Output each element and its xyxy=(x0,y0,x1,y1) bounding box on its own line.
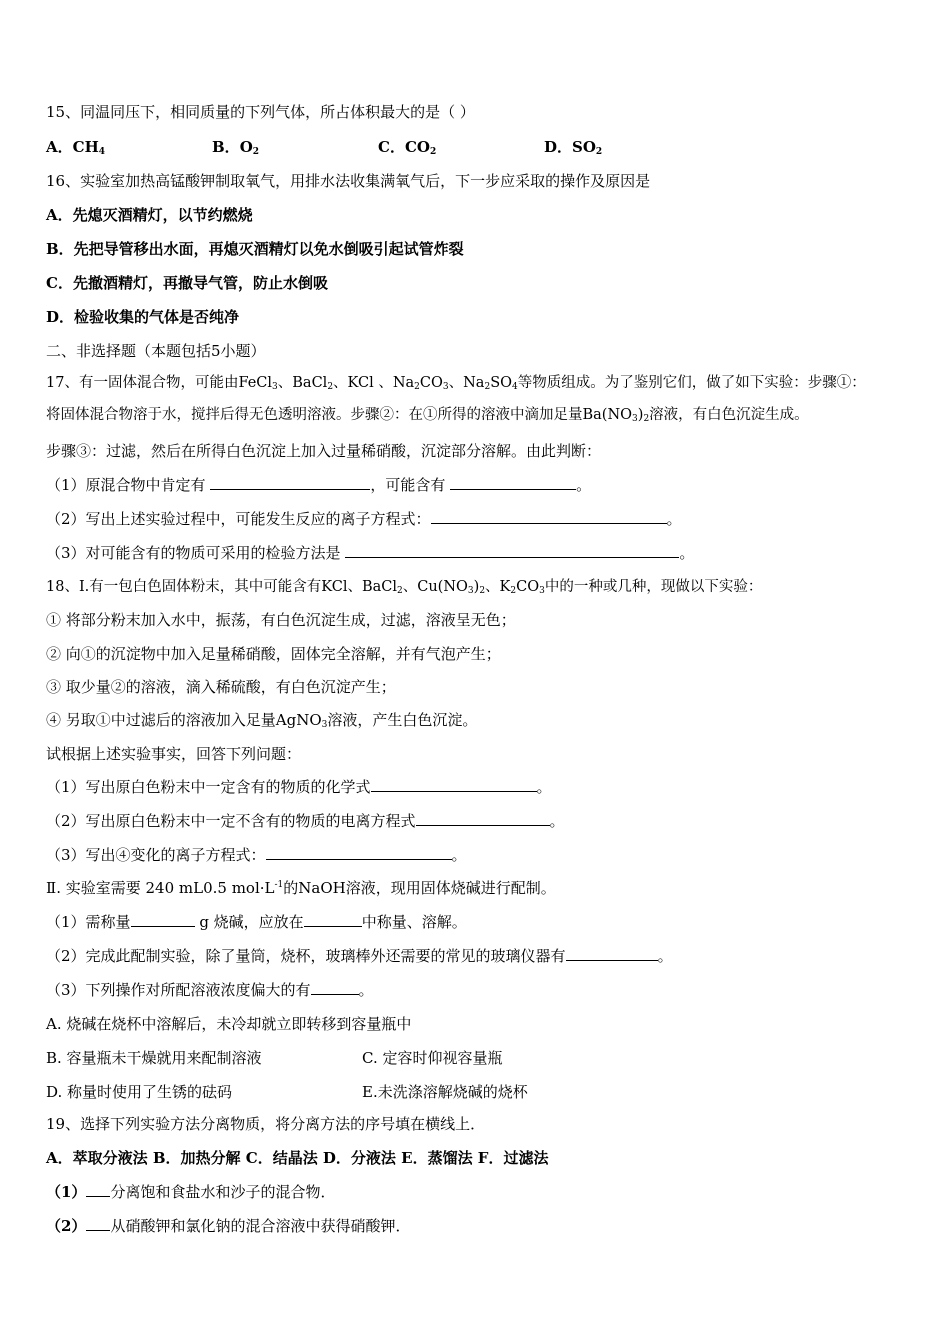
q18-stem: 18、Ⅰ.有一包白色固体粉末，其中可能含有KCl、BaCl$_2$、$Cu(NO_3)_2$、$K_2CO_3$中的一种或几种，现做以下实验： xyxy=(46,579,763,596)
q18-ii-part1: （1）需称量 g 烧碱，应放在 中称量、溶解。 xyxy=(46,913,467,931)
q17-part2-blank[interactable] xyxy=(431,509,667,524)
q18-part2-blank[interactable] xyxy=(416,811,550,826)
q19-part2-blank[interactable] xyxy=(86,1216,110,1231)
q16-option-a: A．先熄灭酒精灯，以节约燃烧 xyxy=(46,206,253,224)
q18-option-e: E.未洗涤溶解烧碱的烧杯 xyxy=(362,1083,528,1101)
section-heading: 二、非选择题（本题包括5小题） xyxy=(46,342,266,360)
q15-option-d: D．$SO_2$ xyxy=(544,138,603,157)
q18-part1: （1）写出原白色粉末中一定含有的物质的化学式 。 xyxy=(46,778,552,796)
q19-part1-blank[interactable] xyxy=(86,1182,110,1197)
q17-stem-line2: 将固体混合物溶于水，搅拌后得无色透明溶液。步骤②：在①所得的溶液中滴加足量$Ba(NO_3)_2$溶液，有白色沉淀生成。 xyxy=(46,407,809,424)
q18-ii-part3-blank[interactable] xyxy=(311,980,359,995)
q18-ii-part1-blank1[interactable] xyxy=(131,912,195,927)
q17-part3: （3）对可能含有的物质可采用的检验方法是 。 xyxy=(46,544,695,562)
q16-option-b: B．先把导管移出水面，再熄灭酒精灯以免水倒吸引起试管炸裂 xyxy=(46,240,464,258)
q19-stem: 19、选择下列实验方法分离物质，将分离方法的序号填在横线上． xyxy=(46,1115,486,1133)
q18-step1: ① 将部分粉末加入水中，振荡，有白色沉淀生成，过滤，溶液呈无色； xyxy=(46,611,516,629)
q18-option-c: C. 定容时仰视容量瓶 xyxy=(362,1049,503,1067)
q15-option-c: C．$CO_2$ xyxy=(378,138,437,157)
q18-part2: （2）写出原白色粉末中一定不含有的物质的电离方程式 。 xyxy=(46,812,565,830)
q15-stem: 15、同温同压下，相同质量的下列气体，所占体积最大的是（ ） xyxy=(46,103,475,121)
q17-stem-line3: 步骤③：过滤，然后在所得白色沉淀上加入过量稀硝酸，沉淀部分溶解。由此判断： xyxy=(46,442,602,460)
q16-option-c: C．先撤酒精灯，再撤导气管，防止水倒吸 xyxy=(46,274,328,292)
q19-methods: A．萃取分液法 B．加热分解 C．结晶法 D．分液法 E．蒸馏法 F．过滤法 xyxy=(46,1149,549,1167)
q18-step2: ② 向①的沉淀物中加入足量稀硝酸，固体完全溶解，并有气泡产生； xyxy=(46,645,501,663)
q18-part3-blank[interactable] xyxy=(266,845,452,860)
q18-option-a: A. 烧碱在烧杯中溶解后，未冷却就立即转移到容量瓶中 xyxy=(46,1015,412,1033)
q15-option-a: A．$CH_4$ xyxy=(46,138,106,157)
q18-ask: 试根据上述实验事实，回答下列问题： xyxy=(46,745,302,763)
q18-ii-part3: （3）下列操作对所配溶液浓度偏大的有 。 xyxy=(46,981,374,999)
q18-step3: ③ 取少量②的溶液，滴入稀硫酸，有白色沉淀产生； xyxy=(46,678,396,696)
q17-part2: （2）写出上述实验过程中，可能发生反应的离子方程式： 。 xyxy=(46,510,682,528)
q18-part3: （3）写出④变化的离子方程式： 。 xyxy=(46,846,467,864)
q17-stem-line1: 17、有一固体混合物，可能由FeCl$_3$、BaCl$_2$、KCl 、$Na_2CO_3$、$Na_2SO_4$等物质组成。为了鉴别它们，做了如下实验：步骤①： xyxy=(46,375,866,392)
q17-part1-blank1[interactable] xyxy=(210,475,370,490)
q18-ii-part2: （2）完成此配制实验，除了量筒，烧杯，玻璃棒外还需要的常见的玻璃仪器有 。 xyxy=(46,947,673,965)
q16-option-d: D．检验收集的气体是否纯净 xyxy=(46,308,240,326)
q18-part1-blank[interactable] xyxy=(371,777,537,792)
q18-step4: ④ 另取①中过滤后的溶液加入足量AgNO$_3$溶液，产生白色沉淀。 xyxy=(46,711,478,730)
q18-option-b: B. 容量瓶未干燥就用来配制溶液 xyxy=(46,1049,262,1067)
q18-ii-part2-blank[interactable] xyxy=(566,946,658,961)
q18-ii-stem: Ⅱ. 实验室需要 240 mL0.5 $mol\cdot L^{-1}$的NaOH溶液，现用固体烧碱进行配制。 xyxy=(46,879,556,897)
q17-part3-blank[interactable] xyxy=(345,543,679,558)
q16-stem: 16、实验室加热高锰酸钾制取氧气，用排水法收集满氧气后，下一步应采取的操作及原因是 xyxy=(46,172,651,190)
q17-part1-blank2[interactable] xyxy=(450,475,576,490)
q18-option-d: D. 称量时使用了生锈的砝码 xyxy=(46,1083,233,1101)
q19-part2: （2） 从硝酸钾和氯化钠的混合溶液中获得硝酸钾． xyxy=(46,1217,411,1235)
q15-option-b: B．$O_2$ xyxy=(212,138,260,157)
q19-part1: （1） 分离饱和食盐水和沙子的混合物． xyxy=(46,1183,336,1201)
q17-part1: （1）原混合物中肯定有 ，可能含有 。 xyxy=(46,476,592,494)
q18-ii-part1-blank2[interactable] xyxy=(304,912,362,927)
